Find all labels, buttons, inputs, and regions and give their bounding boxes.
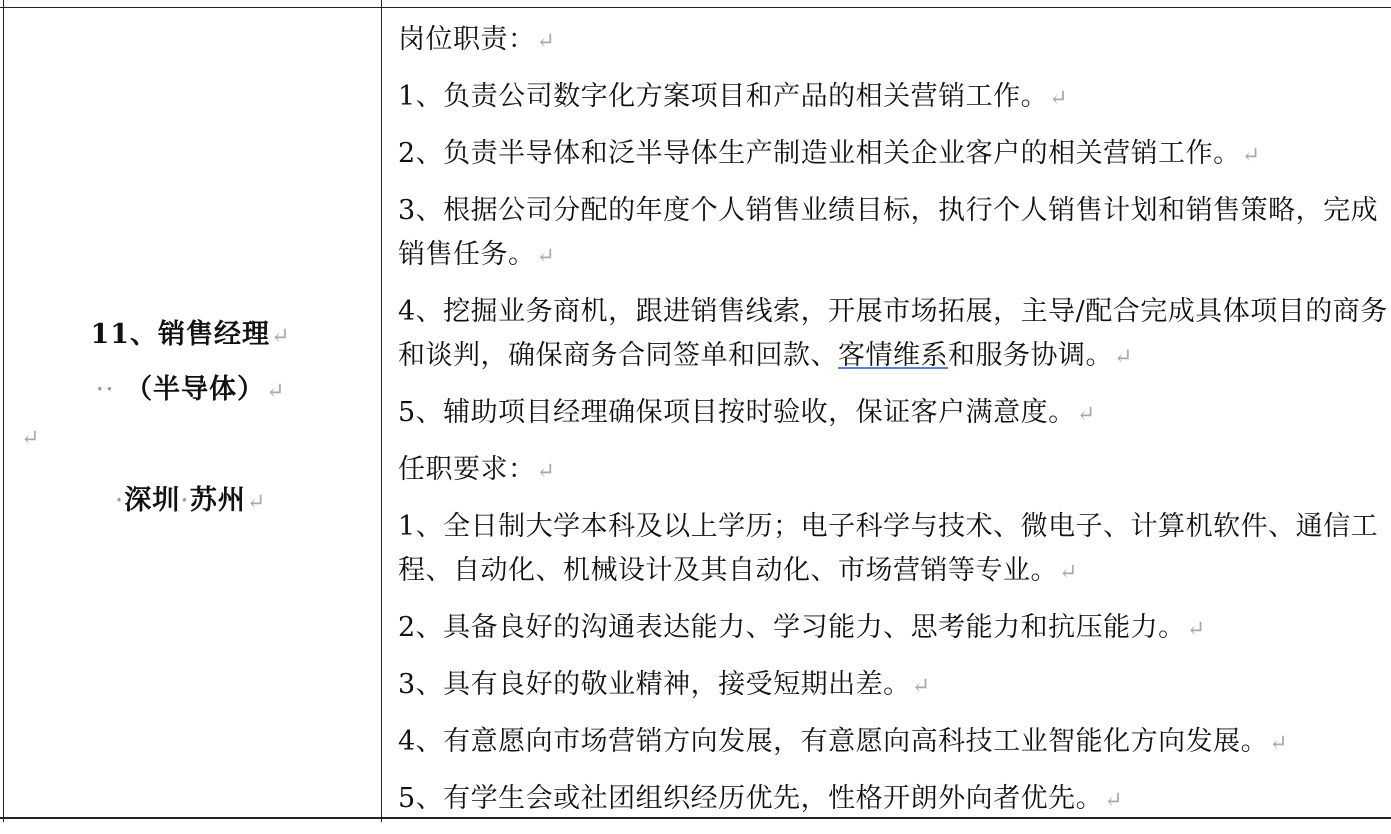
requirements-heading: 任职要求： (398, 454, 536, 485)
location-shenzhen: 深圳 (124, 485, 181, 516)
space-marker-icon: · (180, 485, 190, 516)
duty-item (398, 75, 1388, 121)
duty-text: 5、辅助项目经理确保项目按时验收，保证客户满意度。 (398, 397, 1076, 428)
paragraph-mark-icon: ↵ (1104, 788, 1124, 813)
space-marker-icon: · (114, 485, 125, 516)
empty-paragraph (20, 426, 39, 451)
paragraph-mark-icon: ↵ (536, 29, 556, 54)
paragraph-mark-icon: ↵ (536, 459, 556, 484)
position-subtitle: （半导体） (125, 374, 266, 405)
grammar-flagged-text: 客情维系 (838, 340, 948, 371)
position-subtitle-line (0, 367, 381, 406)
location-suzhou: 苏州 (189, 485, 246, 516)
duty-item (398, 290, 1388, 380)
paragraph-mark-icon: ↵ (246, 490, 267, 515)
position-title: 11、销售经理 (90, 319, 271, 350)
duty-item (398, 132, 1388, 178)
requirement-item (398, 777, 1388, 823)
paragraph-mark-icon: ↵ (21, 426, 40, 451)
table-column-divider (381, 0, 382, 822)
requirements-heading-paragraph (398, 448, 1388, 494)
requirement-item (398, 663, 1388, 709)
duty-text: 1、负责公司数字化方案项目和产品的相关营销工作。 (398, 81, 1049, 112)
requirement-text: 4、有意愿向市场营销方向发展，有意愿向高科技工业智能化方向发展。 (398, 726, 1269, 757)
position-cell (0, 0, 381, 822)
paragraph-mark-icon: ↵ (1049, 86, 1069, 111)
requirement-item (398, 606, 1388, 652)
paragraph-mark-icon: ↵ (536, 244, 556, 269)
requirement-item (398, 720, 1388, 766)
duty-text: 和服务协调。 (948, 340, 1113, 371)
requirement-text: 3、具有良好的敬业精神，接受短期出差。 (398, 669, 911, 700)
description-cell (398, 18, 1388, 834)
paragraph-mark-icon: ↵ (271, 324, 291, 349)
paragraph-mark-icon: ↵ (1186, 617, 1206, 642)
requirement-text: 5、有学生会或社团组织经历优先，性格开朗外向者优先。 (398, 783, 1104, 814)
duty-item (398, 189, 1388, 279)
paragraph-mark-icon: ↵ (1076, 402, 1096, 427)
paragraph-mark-icon: ↵ (1114, 345, 1133, 370)
duty-item (398, 391, 1388, 437)
duty-text: 2、负责半导体和泛半导体生产制造业相关企业客户的相关营销工作。 (398, 138, 1241, 169)
duties-heading-paragraph (398, 18, 1388, 64)
paragraph-mark-icon: ↵ (911, 674, 931, 699)
requirement-text: 1、全日制大学本科及以上学历；电子科学与技术、微电子、计算机软件、通信工程、自动化、机械设计及其自动化、市场营销等专业。 (398, 511, 1379, 586)
requirement-text: 2、具备良好的沟通表达能力、学习能力、思考能力和抗压能力。 (398, 612, 1186, 643)
space-marker-icon: ·· (95, 374, 115, 405)
paragraph-mark-icon: ↵ (1241, 143, 1261, 168)
duty-text: 4、挖掘业务商机，跟进销售线索，开展市场拓展，主导/配合完成具体项目的商务和谈判，确保商务合同签单和回款、 (398, 296, 1388, 371)
paragraph-mark-icon: ↵ (1269, 731, 1289, 756)
paragraph-mark-icon: ↵ (266, 379, 286, 404)
requirement-item (398, 505, 1388, 595)
position-location-line (0, 478, 381, 517)
duties-heading: 岗位职责： (398, 24, 536, 55)
position-title-line (0, 312, 381, 351)
duty-text: 3、根据公司分配的年度个人销售业绩目标，执行个人销售计划和销售策略，完成销售任务。 (398, 195, 1379, 270)
paragraph-mark-icon: ↵ (1059, 560, 1078, 585)
